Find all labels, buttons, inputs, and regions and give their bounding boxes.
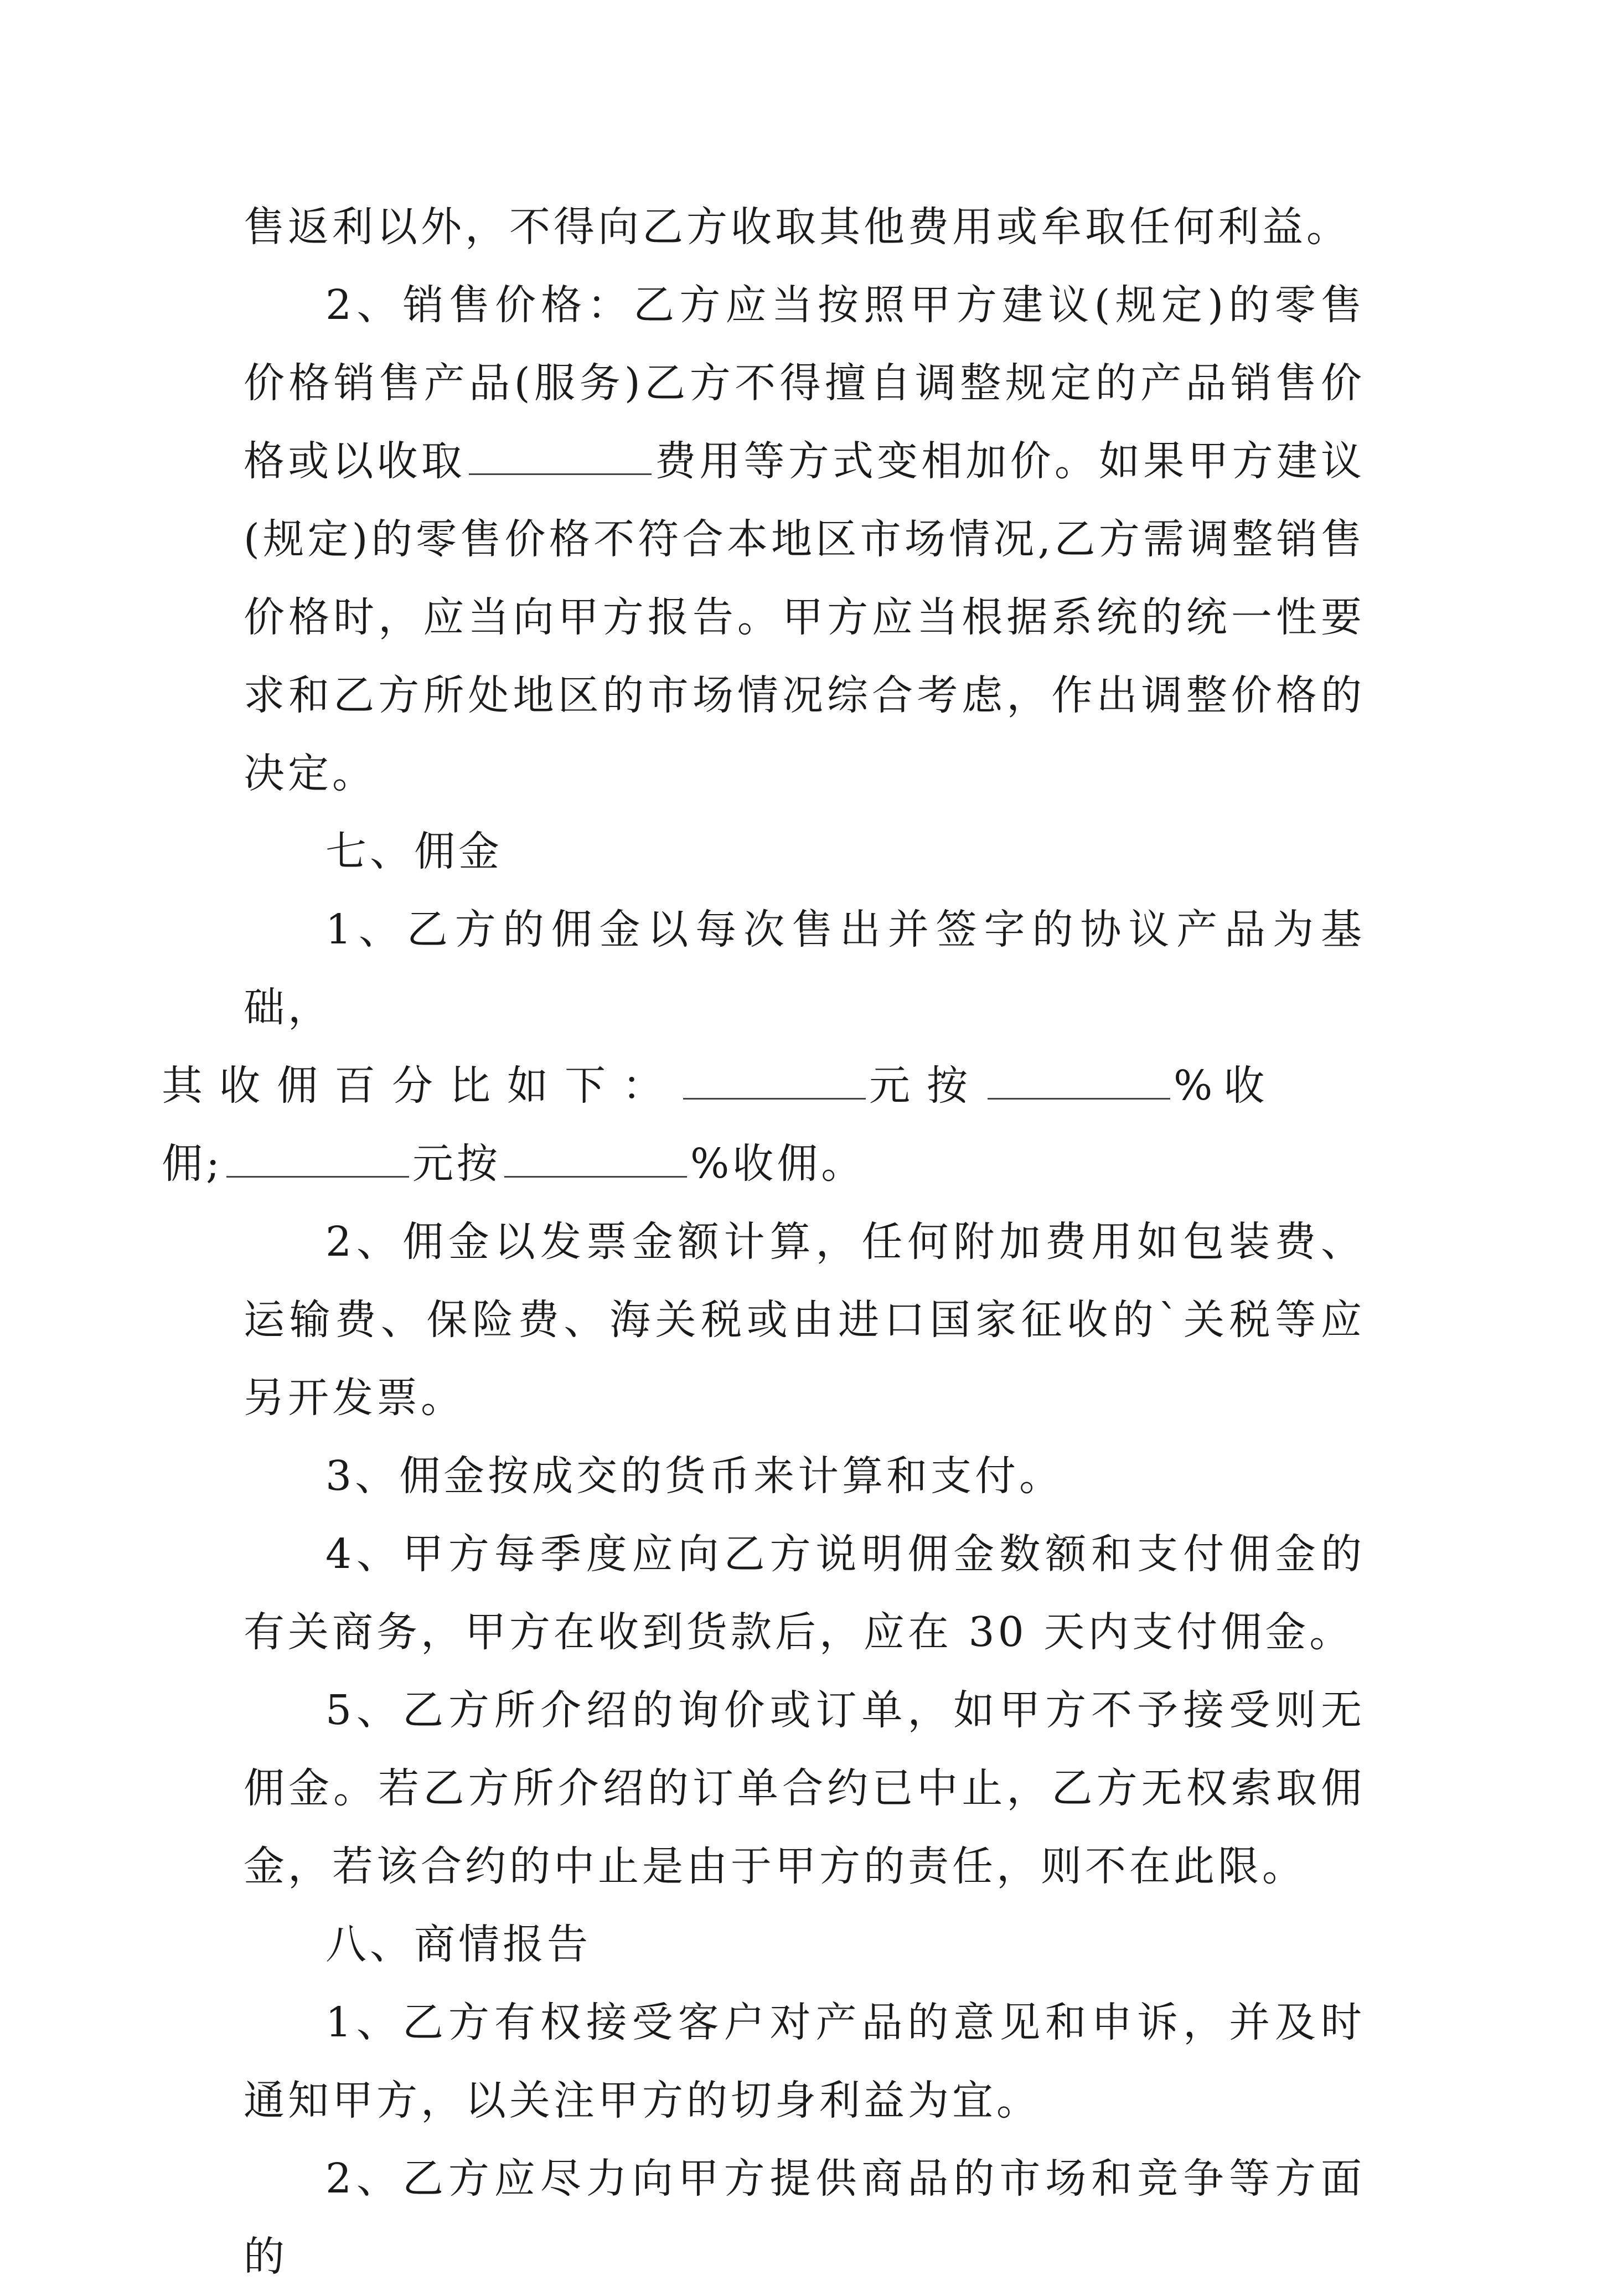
clause-text: 1、乙方的佣金以每次售出并签字的协议产品为基础， (244, 906, 1365, 1031)
heading-text: 八、商情报告 (325, 1921, 591, 1968)
clause-text: 其收佣百分比如下： (162, 1062, 680, 1110)
clause-text: 2、佣金以发票金额计算，任何附加费用如包装费、运输费、保险费、海关税或由进口国家征收的`关税等应另开发票。 (244, 1218, 1365, 1422)
clause-commission-5 (244, 1671, 1365, 1906)
clause-text: 4、甲方每季度应向乙方说明佣金数额和支付佣金的有关商务，甲方在收到货款后，应在 30 天内支付佣金。 (244, 1530, 1365, 1656)
blank-field (504, 1137, 687, 1178)
clause-commission-4 (244, 1515, 1365, 1671)
paragraph-text: 售返利以外，不得向乙方收取其他费用或牟取任何利益。 (244, 203, 1351, 251)
clause-text: 佣; (162, 1140, 223, 1188)
clause-report-1 (244, 1984, 1365, 2140)
clause-commission-1 (162, 891, 1365, 1203)
clause-text: 3、佣金按成交的货币来计算和支付。 (325, 1452, 1064, 1500)
clause-text: 5、乙方所介绍的询价或订单，如甲方不予接受则无佣金。若乙方所介绍的订单合约已中止，乙方无权索取佣金，若该合约的中止是由于甲方的责任，则不在此限。 (244, 1686, 1365, 1890)
blank-field (988, 1059, 1170, 1100)
clause-text: 元按 (412, 1140, 501, 1188)
section-heading-commission (244, 813, 1365, 891)
blank-field (683, 1059, 866, 1100)
paragraph-continuation (244, 188, 1365, 266)
heading-text: 七、佣金 (325, 828, 503, 875)
clause-text: 1、乙方有权接受客户对产品的意见和申诉，并及时通知甲方，以关注甲方的切身利益为宜。 (244, 1999, 1365, 2124)
clause-text: %收佣。 (690, 1140, 866, 1188)
document-page (162, 188, 1365, 2296)
clause-commission-2 (244, 1203, 1365, 1437)
clause-report-2 (244, 2140, 1365, 2296)
blank-field (469, 435, 652, 475)
section-heading-business-report (244, 1906, 1365, 1984)
clause-text: %收 (1174, 1062, 1276, 1110)
clause-text: 2、销售价格：乙方应当按照甲方建议(规定)的零售价格销售产品(服务)乙方不得擅自调整规定的产品销售价格或以收取 (244, 281, 1365, 485)
clause-sales-price (244, 266, 1365, 813)
blank-field (226, 1137, 409, 1178)
clause-text: 费用等方式变相加价。如果甲方建议(规定)的零售价格不符合本地区市场情况,乙方需调整销售价格时，应当向甲方报告。甲方应当根据系统的统一性要求和乙方所处地区的市场情况综合考虑，作出调整价格的决定。 (244, 437, 1365, 797)
clause-text: 元按 (869, 1062, 984, 1110)
clause-commission-3 (244, 1437, 1365, 1515)
clause-text: 2、乙方应尽力向甲方提供商品的市场和竞争等方面的 (244, 2155, 1365, 2280)
